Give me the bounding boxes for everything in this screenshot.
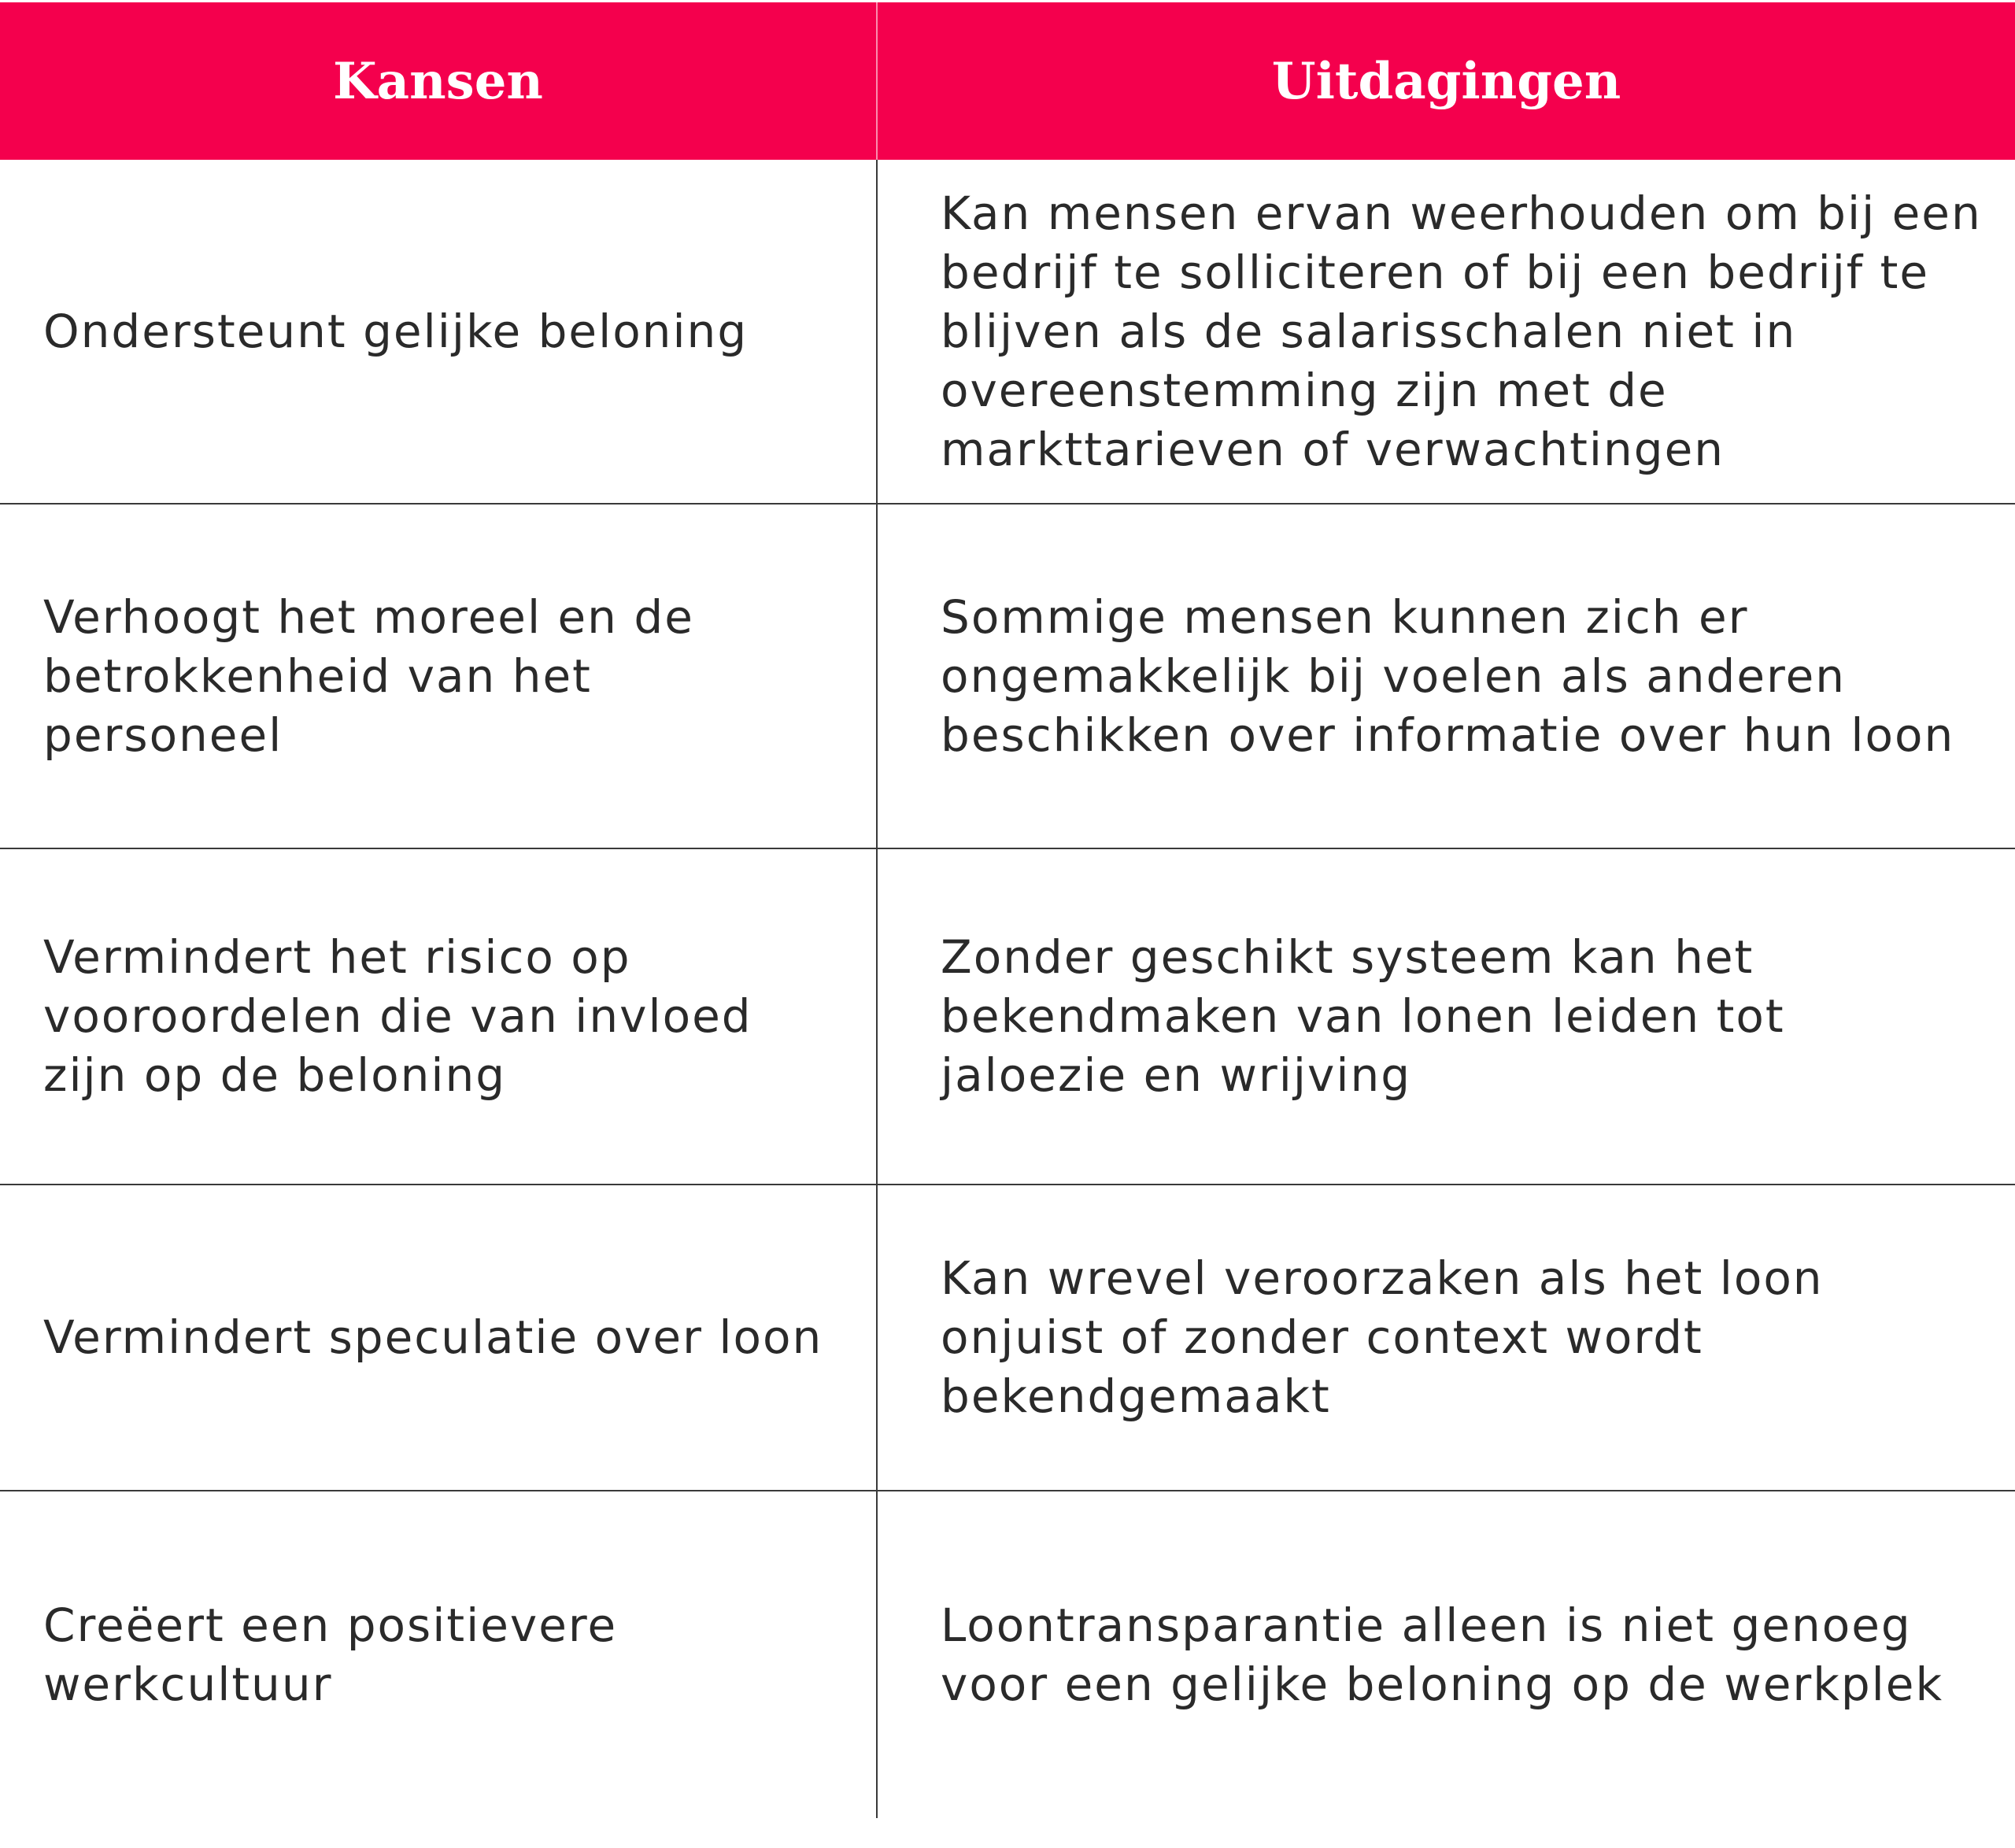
table-header xyxy=(0,2,2015,160)
table-row xyxy=(0,505,2015,848)
cell-kans: Verhoogt het moreel en de betrokkenheid van het personeel xyxy=(43,590,694,762)
table-row xyxy=(0,849,2015,1184)
cell-uitdaging: Sommige mensen kunnen zich er ongemakkelijk bij voelen als anderen beschikken over informatie over hun loon xyxy=(941,590,1955,762)
table-row xyxy=(0,160,2015,503)
header-kansen: Kansen xyxy=(333,51,543,111)
cell-kans: Vermindert het risico op vooroordelen die van invloed zijn op de beloning xyxy=(43,930,752,1102)
cell-uitdaging: Loontransparantie alleen is niet genoeg voor een gelijke beloning op de werkplek xyxy=(941,1598,1944,1711)
table-row xyxy=(0,1491,2015,1818)
cell-kans: Creëert een positievere werkcultuur xyxy=(43,1598,618,1711)
cell-uitdaging: Kan mensen ervan weerhouden om bij een bedrijf te solliciteren of bij een bedrijf te blijven als de salarisschalen niet in overeenstemming zijn met de markttarieven of verwachtingen xyxy=(941,186,1982,476)
header-uitdagingen: Uitdagingen xyxy=(1271,51,1621,111)
cell-kans: Vermindert speculatie over loon xyxy=(43,1310,823,1364)
cell-kans: Ondersteunt gelijke beloning xyxy=(43,304,749,358)
table-row xyxy=(0,1185,2015,1490)
cell-uitdaging: Kan wrevel veroorzaken als het loon onjuist of zonder context wordt bekendgemaakt xyxy=(941,1251,1824,1423)
cell-uitdaging: Zonder geschikt systeem kan het bekendmaken van lonen leiden tot jaloezie en wrijving xyxy=(941,930,1785,1102)
